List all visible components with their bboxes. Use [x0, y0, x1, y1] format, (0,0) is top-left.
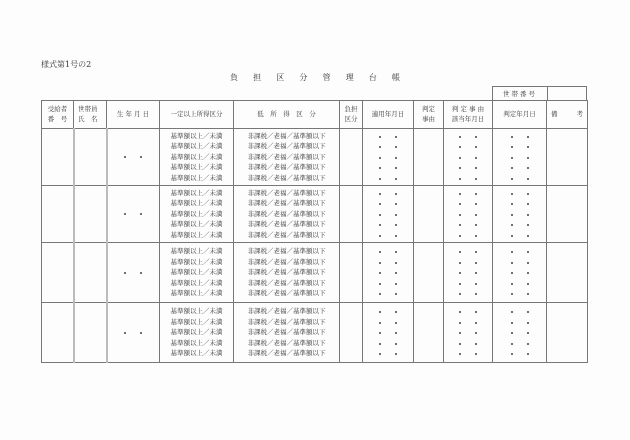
- low-income-class-option[interactable]: 非課税／老福／基準額以下: [247, 173, 326, 182]
- apply-date-field[interactable]: [363, 348, 413, 359]
- reason-date-field[interactable]: [444, 348, 492, 359]
- birth-date-cell[interactable]: [107, 303, 160, 363]
- income-class-option[interactable]: 基準額以上／未満: [170, 268, 223, 277]
- apply-date-field[interactable]: [363, 306, 413, 317]
- low-income-class-option[interactable]: 非課税／老福／基準額以下: [247, 268, 326, 277]
- income-class-option[interactable]: 基準額以上／未満: [170, 328, 223, 337]
- low-income-class-option[interactable]: 非課税／老福／基準額以下: [247, 317, 326, 326]
- decision-date-cell: [493, 129, 547, 186]
- apply-date-field[interactable]: [363, 338, 413, 349]
- header-income-class: 一定以上所得区分: [160, 101, 234, 129]
- remarks-cell[interactable]: [547, 303, 588, 363]
- member-name-cell[interactable]: [74, 129, 107, 186]
- reason-date-field[interactable]: [444, 173, 492, 184]
- reason-date-field[interactable]: [444, 141, 492, 152]
- title-char: 管: [322, 73, 331, 82]
- reason-date-field[interactable]: [444, 278, 492, 289]
- low-income-class-option[interactable]: 非課税／老福／基準額以下: [247, 257, 326, 266]
- title-char: 区: [276, 73, 285, 82]
- decision-date-field[interactable]: [493, 141, 546, 152]
- low-income-class-option[interactable]: 非課税／老福／基準額以下: [247, 131, 326, 140]
- member-name-cell[interactable]: [74, 303, 107, 363]
- header-decision-date: 判定年月日: [493, 101, 547, 129]
- reason-date-cell: [444, 129, 493, 186]
- income-class-cell: [160, 129, 234, 186]
- decision-date-field[interactable]: [493, 162, 546, 173]
- decision-date-field[interactable]: [493, 306, 546, 317]
- birth-date-cell[interactable]: [107, 243, 160, 303]
- apply-date-field[interactable]: [363, 278, 413, 289]
- apply-date-cell: [363, 303, 414, 363]
- decision-date-field[interactable]: [493, 317, 546, 328]
- header-burden-class: 負担 区分: [340, 101, 363, 129]
- income-class-option[interactable]: 基準額以上／未満: [170, 278, 223, 287]
- member-name-cell[interactable]: [74, 243, 107, 303]
- low-income-class-option[interactable]: 非課税／老福／基準額以下: [247, 247, 326, 256]
- apply-date-field[interactable]: [363, 219, 413, 230]
- apply-date-field[interactable]: [363, 198, 413, 209]
- low-income-class-option[interactable]: 非課税／老福／基準額以下: [247, 349, 326, 358]
- low-income-class-option[interactable]: 非課税／老福／基準額以下: [247, 220, 326, 229]
- apply-date-cell: [363, 129, 414, 186]
- recipient-number-cell[interactable]: [42, 129, 74, 186]
- page-title: [230, 72, 400, 83]
- member-name-cell[interactable]: [74, 186, 107, 243]
- income-class-option[interactable]: 基準額以上／未満: [170, 220, 223, 229]
- header-decision-reason: 判定 事由: [414, 101, 444, 129]
- decision-date-field[interactable]: [493, 230, 546, 241]
- reason-date-field[interactable]: [444, 219, 492, 230]
- title-char: 担: [253, 73, 262, 82]
- burden-class-cell[interactable]: [340, 243, 363, 303]
- decision-date-field[interactable]: [493, 131, 546, 142]
- form-number: 様式第1号の2: [41, 60, 92, 69]
- decision-date-field[interactable]: [493, 188, 546, 199]
- apply-date-field[interactable]: [363, 209, 413, 220]
- header-remarks: 備 考: [547, 101, 588, 129]
- reason-date-field[interactable]: [444, 288, 492, 299]
- decision-date-field[interactable]: [493, 267, 546, 278]
- low-income-class-cell: [234, 303, 340, 363]
- income-class-option[interactable]: 基準額以上／未満: [170, 131, 223, 140]
- reason-date-field[interactable]: [444, 162, 492, 173]
- apply-date-field[interactable]: [363, 152, 413, 163]
- title-char: 帳: [391, 73, 400, 82]
- apply-date-field[interactable]: [363, 257, 413, 268]
- low-income-class-option[interactable]: 非課税／老福／基準額以下: [247, 199, 326, 208]
- reason-date-cell: [444, 303, 493, 363]
- income-class-option[interactable]: 基準額以上／未満: [170, 230, 223, 239]
- low-income-class-cell: [234, 243, 340, 303]
- low-income-class-option[interactable]: 非課税／老福／基準額以下: [247, 289, 326, 298]
- birth-date-cell[interactable]: [107, 186, 160, 243]
- reason-date-field[interactable]: [444, 257, 492, 268]
- reason-date-field[interactable]: [444, 338, 492, 349]
- decision-date-field[interactable]: [493, 209, 546, 220]
- reason-date-field[interactable]: [444, 317, 492, 328]
- income-class-cell: [160, 186, 234, 243]
- burden-class-cell[interactable]: [340, 303, 363, 363]
- remarks-cell[interactable]: [547, 186, 588, 243]
- low-income-class-cell: [234, 129, 340, 186]
- decision-date-field[interactable]: [493, 219, 546, 230]
- low-income-class-cell: [234, 186, 340, 243]
- decision-date-field[interactable]: [493, 246, 546, 257]
- decision-date-cell: [493, 243, 547, 303]
- income-class-option[interactable]: 基準額以上／未満: [170, 188, 223, 197]
- apply-date-field[interactable]: [363, 131, 413, 142]
- low-income-class-option[interactable]: 非課税／老福／基準額以下: [247, 142, 326, 151]
- low-income-class-option[interactable]: 非課税／老福／基準額以下: [247, 188, 326, 197]
- burden-ledger-table: [41, 100, 588, 363]
- decision-reason-cell[interactable]: [414, 129, 444, 186]
- decision-date-field[interactable]: [493, 348, 546, 359]
- income-class-option[interactable]: 基準額以上／未満: [170, 307, 223, 316]
- low-income-class-option[interactable]: 非課税／老福／基準額以下: [247, 307, 326, 316]
- income-class-cell: [160, 243, 234, 303]
- reason-date-field[interactable]: [444, 131, 492, 142]
- decision-date-field[interactable]: [493, 288, 546, 299]
- burden-class-cell[interactable]: [340, 186, 363, 243]
- low-income-class-option[interactable]: 非課税／老福／基準額以下: [247, 163, 326, 172]
- header-birth-date: 生 年 月 日: [107, 101, 160, 129]
- income-class-cell: [160, 303, 234, 363]
- decision-date-cell: [493, 186, 547, 243]
- income-class-option[interactable]: 基準額以上／未満: [170, 289, 223, 298]
- apply-date-field[interactable]: [363, 162, 413, 173]
- income-class-option[interactable]: 基準額以上／未満: [170, 209, 223, 218]
- apply-date-field[interactable]: [363, 141, 413, 152]
- recipient-number-cell[interactable]: [42, 186, 74, 243]
- reason-date-field[interactable]: [444, 188, 492, 199]
- low-income-class-option[interactable]: 非課税／老福／基準額以下: [247, 152, 326, 161]
- reason-date-field[interactable]: [444, 246, 492, 257]
- apply-date-field[interactable]: [363, 188, 413, 199]
- income-class-option[interactable]: 基準額以上／未満: [170, 152, 223, 161]
- household-number-box: [492, 86, 587, 100]
- apply-date-cell: [363, 186, 414, 243]
- decision-date-field[interactable]: [493, 257, 546, 268]
- header-recipient-number: 受給者 番 号: [42, 101, 74, 129]
- income-class-option[interactable]: 基準額以上／未満: [170, 199, 223, 208]
- apply-date-field[interactable]: [363, 327, 413, 338]
- income-class-option[interactable]: 基準額以上／未満: [170, 163, 223, 172]
- header-member-name: 世帯員 氏 名: [74, 101, 107, 129]
- header-apply-date: 適用年月日: [363, 101, 414, 129]
- reason-date-field[interactable]: [444, 198, 492, 209]
- title-char: 台: [368, 73, 377, 82]
- reason-date-field[interactable]: [444, 267, 492, 278]
- apply-date-field[interactable]: [363, 173, 413, 184]
- apply-date-cell: [363, 243, 414, 303]
- table-row: [42, 303, 588, 363]
- reason-date-field[interactable]: [444, 152, 492, 163]
- low-income-class-option[interactable]: 非課税／老福／基準額以下: [247, 230, 326, 239]
- remarks-cell[interactable]: [547, 243, 588, 303]
- decision-date-field[interactable]: [493, 327, 546, 338]
- decision-date-cell: [493, 303, 547, 363]
- low-income-class-option[interactable]: 非課税／老福／基準額以下: [247, 278, 326, 287]
- title-char: 負: [230, 73, 238, 82]
- income-class-option[interactable]: 基準額以上／未満: [170, 338, 223, 347]
- remarks-cell[interactable]: [547, 129, 588, 186]
- decision-date-field[interactable]: [493, 173, 546, 184]
- recipient-number-cell[interactable]: [42, 303, 74, 363]
- reason-date-field[interactable]: [444, 306, 492, 317]
- decision-date-field[interactable]: [493, 152, 546, 163]
- household-number-label: 世帯番号: [493, 87, 548, 100]
- apply-date-field[interactable]: [363, 267, 413, 278]
- apply-date-field[interactable]: [363, 317, 413, 328]
- decision-date-field[interactable]: [493, 278, 546, 289]
- apply-date-field[interactable]: [363, 246, 413, 257]
- income-class-option[interactable]: 基準額以上／未満: [170, 257, 223, 266]
- reason-date-field[interactable]: [444, 230, 492, 241]
- reason-date-cell: [444, 186, 493, 243]
- low-income-class-option[interactable]: 非課税／老福／基準額以下: [247, 209, 326, 218]
- header-reason-date: 判 定 事 由 該当年月日: [444, 101, 493, 129]
- reason-date-cell: [444, 243, 493, 303]
- table-row: [42, 243, 588, 303]
- apply-date-field[interactable]: [363, 230, 413, 241]
- table-header-row: [42, 101, 588, 129]
- reason-date-field[interactable]: [444, 209, 492, 220]
- recipient-number-cell[interactable]: [42, 243, 74, 303]
- header-low-income-class: 低 所 得 区 分: [234, 101, 340, 129]
- income-class-option[interactable]: 基準額以上／未満: [170, 142, 223, 151]
- decision-date-field[interactable]: [493, 198, 546, 209]
- table-row: [42, 186, 588, 243]
- burden-class-cell[interactable]: [340, 129, 363, 186]
- birth-date-cell[interactable]: [107, 129, 160, 186]
- title-char: 分: [299, 73, 308, 82]
- income-class-option[interactable]: 基準額以上／未満: [170, 173, 223, 182]
- apply-date-field[interactable]: [363, 288, 413, 299]
- title-char: 理: [345, 73, 354, 82]
- decision-date-field[interactable]: [493, 338, 546, 349]
- table-row: [42, 129, 588, 186]
- income-class-option[interactable]: 基準額以上／未満: [170, 349, 223, 358]
- decision-reason-cell[interactable]: [414, 303, 444, 363]
- decision-reason-cell[interactable]: [414, 186, 444, 243]
- household-number-field[interactable]: [548, 87, 586, 100]
- low-income-class-option[interactable]: 非課税／老福／基準額以下: [247, 328, 326, 337]
- low-income-class-option[interactable]: 非課税／老福／基準額以下: [247, 338, 326, 347]
- income-class-option[interactable]: 基準額以上／未満: [170, 247, 223, 256]
- income-class-option[interactable]: 基準額以上／未満: [170, 317, 223, 326]
- decision-reason-cell[interactable]: [414, 243, 444, 303]
- reason-date-field[interactable]: [444, 327, 492, 338]
